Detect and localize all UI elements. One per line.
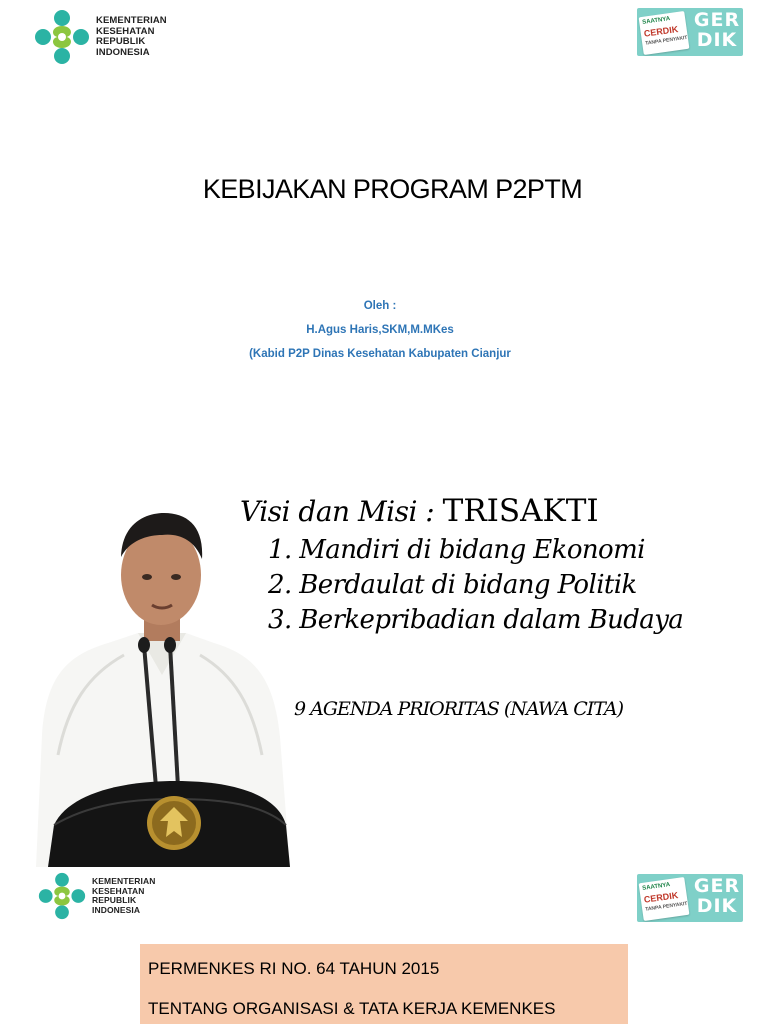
list-item: 2. Berdaulat di bidang Politik [268, 570, 637, 600]
kemenkes-logo-text: KEMENTERIAN KESEHATAN REPUBLIK INDONESIA [92, 876, 156, 915]
permenkes-title: PERMENKES RI NO. 64 TAHUN 2015 [148, 959, 440, 978]
visi-misi-prefix: Visi dan Misi : [240, 495, 443, 528]
by-label: Oleh : [363, 300, 397, 312]
permenkes-box [140, 944, 628, 1024]
kemenkes-logo-icon [38, 872, 86, 920]
germas-badge-word: GER DIK [693, 9, 741, 51]
list-item: 3. Berkepribadian dalam Budaya [268, 605, 684, 635]
germas-badge [637, 8, 743, 56]
presenter-position: (Kabid P2P Dinas Kesehatan Kabupaten Cianjur [249, 348, 511, 360]
permenkes-subtitle: TENTANG ORGANISASI & TATA KERJA KEMENKES [148, 999, 556, 1018]
list-item: 1. Mandiri di bidang Ekonomi [268, 535, 645, 565]
germas-badge-word: GER DIK [693, 875, 741, 917]
kemenkes-logo-bottom [38, 872, 155, 920]
presenter-name: H.Agus Haris,SKM,M.MKes [306, 324, 454, 336]
visi-misi-heading [240, 493, 599, 529]
trisakti-label: TRISAKTI [442, 493, 599, 529]
agenda-prioritas: 9 AGENDA PRIORITAS (NAWA CITA) [294, 698, 624, 720]
speaker-at-podium-photo [28, 505, 292, 867]
germas-badge-bottom [637, 874, 743, 922]
misi-list [268, 533, 683, 638]
kemenkes-logo-text: KEMENTERIAN KESEHATAN REPUBLIK INDONESIA [96, 15, 167, 58]
germas-badge-card: SAATNYA CERDIK TANPA PENYAKIT [639, 877, 690, 921]
kemenkes-logo-icon [34, 9, 90, 65]
slide-title: KEBIJAKAN PROGRAM P2PTM [202, 174, 583, 204]
germas-badge-card: SAATNYA CERDIK TANPA PENYAKIT [639, 11, 690, 55]
kemenkes-logo [34, 9, 167, 65]
